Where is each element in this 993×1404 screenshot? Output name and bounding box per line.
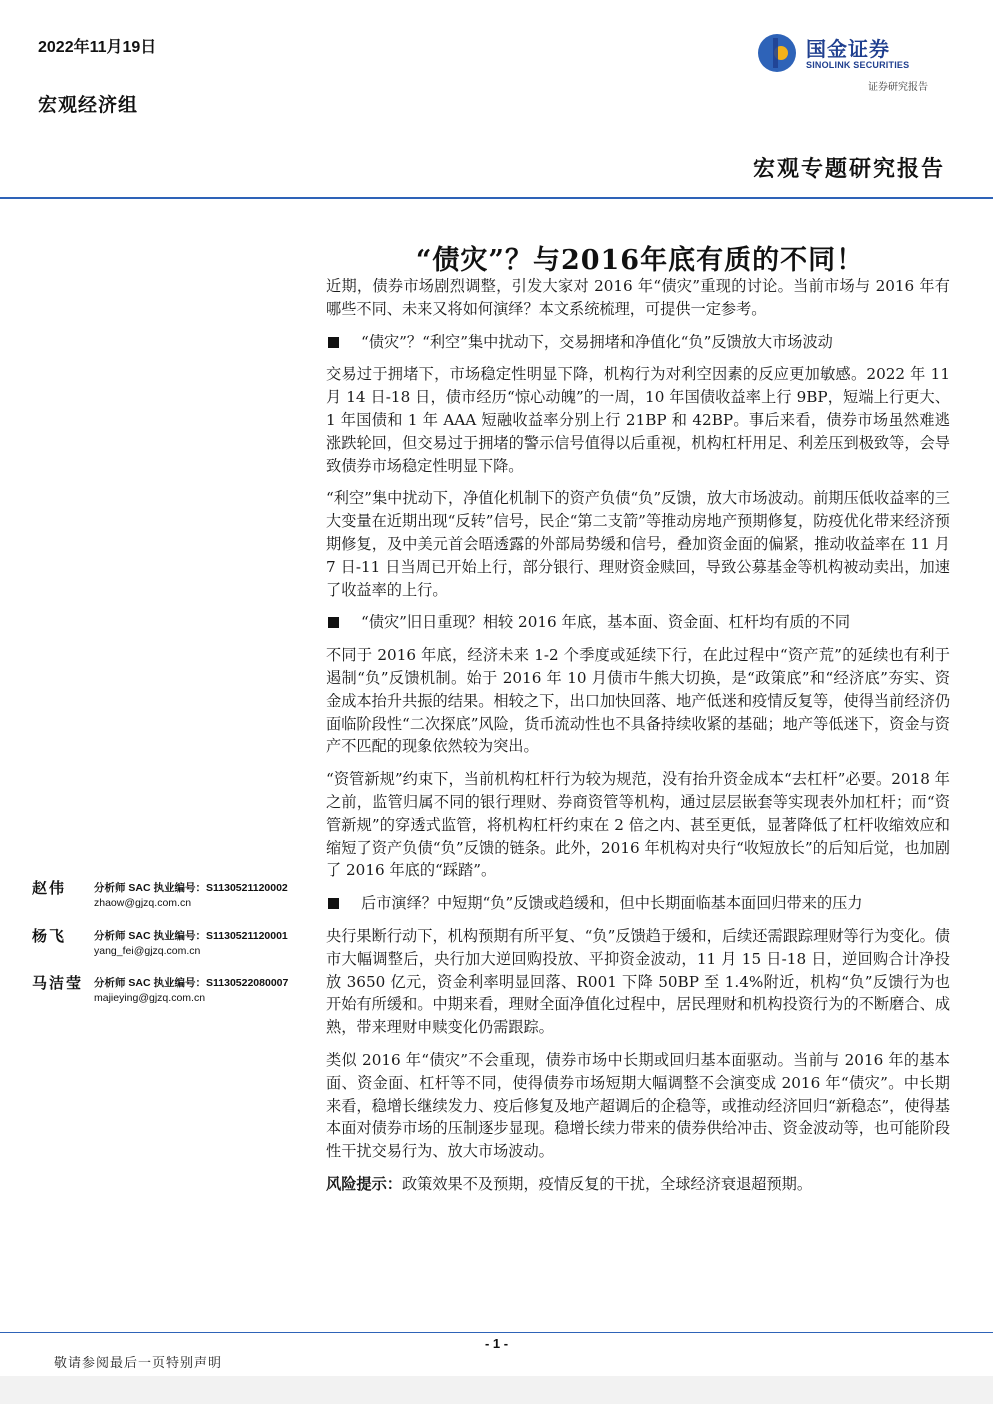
bottom-band	[0, 1376, 993, 1404]
footer-divider	[0, 1332, 993, 1333]
body-paragraph: 不同于 2016 年底，经济未来 1-2 个季度或延续下行，在此过程中“资产荒”的延续也有利于遏制“负”反馈机制。始于 2016 年 10 月债市牛熊大切换，是“政策底”和“经济底”夯实、资金成本抬升共振的结果。相较之下，出口加快回落、地产低迷和疫情反复等，使得当前经济仍面临阶段性“二次探底”风险，货币流动性也不具备持续收紧的基础；地产等低迷下，资金与资产不匹配的现象依然较为突出。	[326, 646, 950, 756]
body-paragraph: 类似 2016 年“债灾”不会重现，债券市场中长期或回归基本面驱动。当前与 2016 年的基本面、资金面、杠杆等不同，使得债券市场短期大幅调整不会演变成 2016 年“债灾”。中长期来看，稳增长继续发力、疫后修复及地产超调后的企稳等，或推动经济回归“新稳态”，使得基本面对债券市场的压制逐步显现。稳增长续力带来的债券供给冲击、资金波动等，也可能阶段性干扰交易行为、放大市场波动。	[326, 1050, 950, 1161]
sinolink-logo-icon	[756, 32, 798, 74]
report-title: “债灾”？与2016年底有质的不同！	[415, 245, 865, 276]
analyst-name: 杨飞	[32, 927, 67, 945]
analyst-name: 马洁莹	[32, 974, 84, 992]
square-bullet-icon	[328, 337, 339, 348]
report-category: 证券研究报告	[868, 82, 928, 93]
analyst-cert: 分析师 SAC 执业编号：S1130521120002	[94, 882, 288, 894]
analyst-email[interactable]: majieying@gjzq.com.cn	[94, 992, 206, 1004]
page-number: - 1 -	[484, 1336, 509, 1351]
disclaimer-note: 敬请参阅最后一页特别声明	[54, 1356, 223, 1371]
analyst-email[interactable]: zhaow@gjzq.com.cn	[94, 897, 192, 909]
bullet-heading: “债灾”旧日重现？相较 2016 年底，基本面、资金面、杠杆均有质的不同	[361, 613, 851, 632]
bullet-section-2	[326, 611, 950, 634]
analyst-cert: 分析师 SAC 执业编号：S1130522080007	[94, 977, 289, 989]
logo-cn-text: 国金证券	[806, 37, 890, 61]
body-paragraph: “资管新规”约束下，当前机构杠杆行为较为规范，没有抬升资金成本“去杠杆”必要。2018 年之前，监管归属不同的银行理财、券商资管等机构，通过层层嵌套等实现表外加杠杆；而“资管新规”的穿透式监管，将机构杠杆约束在 2 倍之内、甚至更低，显著降低了杠杆收缩效应和缩短了资产负债“负”反馈的链条。此外，2016 年机构对央行“收短放长”的后知后觉，也加剧了 2016 年底的“踩踏”。	[326, 770, 950, 880]
bullet-section-1	[326, 331, 950, 354]
header-divider	[0, 197, 993, 199]
report-body	[326, 275, 950, 1206]
analyst-cert: 分析师 SAC 执业编号：S1130521120001	[94, 930, 288, 942]
risk-warning	[326, 1173, 950, 1196]
report-date: 2022年11月19日	[38, 39, 157, 56]
intro-paragraph: 近期，债券市场剧烈调整，引发大家对 2016 年“债灾”重现的讨论。当前市场与 2016 年有哪些不同、未来又将如何演绎？本文系统梳理，可提供一定参考。	[326, 277, 950, 318]
report-type: 宏观专题研究报告	[752, 156, 945, 182]
analyst-name: 赵伟	[32, 879, 67, 897]
company-logo	[756, 30, 946, 78]
bullet-section-3	[326, 892, 950, 915]
body-paragraph: “利空”集中扰动下，净值化机制下的资产负债“负”反馈，放大市场波动。前期压低收益率的三大变量在近期出现“反转”信号，民企“第二支箭”等推动房地产预期修复，防疫优化带来经济预期修复，及中美元首会晤透露的外部局势缓和信号，叠加资金面的偏紧，推动收益率在 11 月 7 日-11 日当周已开始上行，部分银行、理财资金赎回，导致公募基金等机构被动卖出，加速了收益率的上行。	[326, 489, 950, 599]
risk-text: 政策效果不及预期，疫情反复的干扰，全球经济衰退超预期。	[401, 1174, 812, 1193]
logo-en-text: SINOLINK SECURITIES	[806, 60, 910, 70]
square-bullet-icon	[328, 617, 339, 628]
body-paragraph: 交易过于拥堵下，市场稳定性明显下降，机构行为对利空因素的反应更加敏感。2022 年 11 月 14 日-18 日，债市经历“惊心动魄”的一周，10 年国债收益率上行 9BP，短端上行更大、1 年国债和 1 年 AAA 短融收益率分别上行 21BP 和 42BP。事后来看，债券市场虽然难逃涨跌轮回，但交易过于拥堵的警示信号值得以后重视，机构杠杆用足、利差压到极致等，会导致债券市场稳定性明显下降。	[326, 365, 950, 475]
analyst-email[interactable]: yang_fei@gjzq.com.cn	[94, 945, 201, 957]
bullet-heading: “债灾”？“利空”集中扰动下，交易拥堵和净值化“负”反馈放大市场波动	[361, 332, 833, 351]
risk-label: 风险提示：	[326, 1174, 402, 1193]
body-paragraph: 央行果断行动下，机构预期有所平复、“负”反馈趋于缓和，后续还需跟踪理财等行为变化。债市大幅调整后，央行加大逆回购投放、平抑资金波动，11 月 15 日-18 日，逆回购合计净投放 3650 亿元，资金利率明显回落、R001 下降 50BP 至 1.4%附近，机构“负”反馈行为也开始有所缓和。中期来看，理财全面净值化过程中，居民理财和机构投资行为的不断磨合、成熟，带来理财申赎变化仍需跟踪。	[326, 926, 950, 1037]
research-group: 宏观经济组	[38, 94, 139, 116]
bullet-heading: 后市演绎？中短期“负”反馈或趋缓和，但中长期面临基本面回归带来的压力	[361, 894, 863, 913]
square-bullet-icon	[328, 898, 339, 909]
